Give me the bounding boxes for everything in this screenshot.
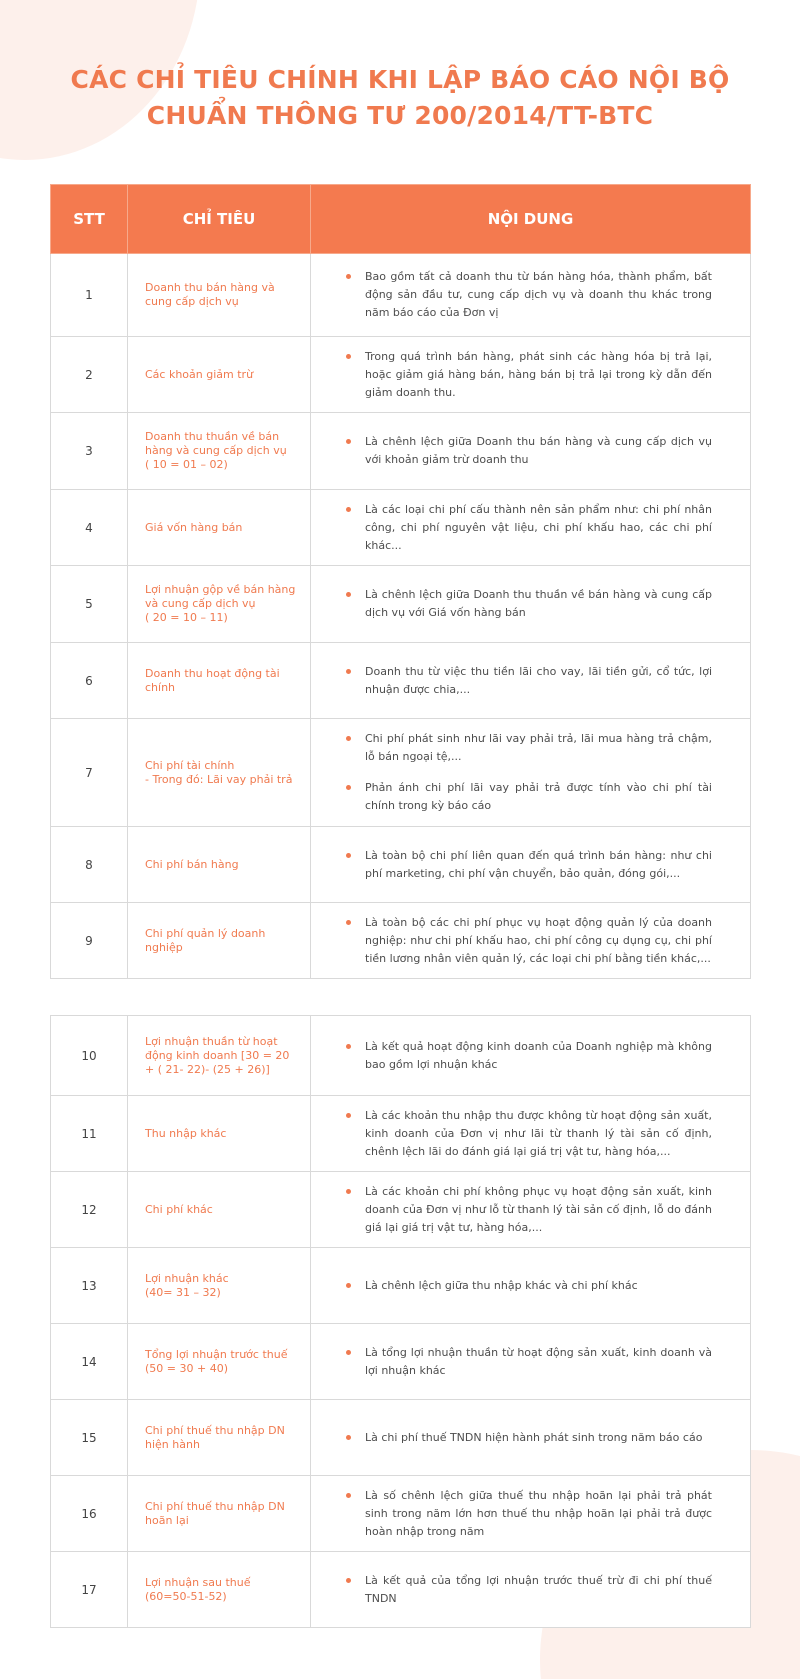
content-bullet-list [346, 501, 712, 555]
table-row [51, 490, 751, 566]
content-bullet-list [346, 1487, 712, 1541]
row-number: 8 [51, 827, 128, 903]
row-content [311, 413, 751, 490]
row-indicator: Chi phí quản lý doanh nghiệp [128, 903, 311, 979]
row-content [311, 827, 751, 903]
content-bullet: Là chênh lệch giữa thu nhập khác và chi phí khác [346, 1277, 712, 1295]
row-number: 15 [51, 1400, 128, 1476]
row-content [311, 719, 751, 827]
row-content [311, 643, 751, 719]
table-header-row [51, 185, 751, 254]
row-content [311, 1096, 751, 1172]
row-number: 14 [51, 1324, 128, 1400]
table-row [51, 643, 751, 719]
table-row [51, 1476, 751, 1552]
title-line-2: CHUẨN THÔNG TƯ 200/2014/TT-BTC [146, 101, 654, 130]
row-content [311, 254, 751, 337]
row-number: 5 [51, 566, 128, 643]
content-bullet: Chi phí phát sinh như lãi vay phải trả, lãi mua hàng trả chậm, lỗ bán ngoại tệ,... [346, 730, 712, 766]
table-row [51, 337, 751, 413]
row-number: 10 [51, 1016, 128, 1096]
row-content [311, 1172, 751, 1248]
table-row [51, 1172, 751, 1248]
row-content [311, 1248, 751, 1324]
content-bullet-list [346, 1183, 712, 1237]
table-row [51, 1248, 751, 1324]
content-bullet-list [346, 1429, 712, 1447]
content-bullet-list [346, 268, 712, 322]
row-number: 4 [51, 490, 128, 566]
content-bullet: Là kết quả của tổng lợi nhuận trước thuế trừ đi chi phí thuế TNDN [346, 1572, 712, 1608]
row-number: 9 [51, 903, 128, 979]
content-bullet: Là chi phí thuế TNDN hiện hành phát sinh trong năm báo cáo [346, 1429, 712, 1447]
row-indicator: Doanh thu thuần về bán hàng và cung cấp dịch vụ ( 10 = 01 – 02) [128, 413, 311, 490]
row-number: 2 [51, 337, 128, 413]
content-bullet: Bao gồm tất cả doanh thu từ bán hàng hóa, thành phẩm, bất động sản đầu tư, cung cấp dịch vụ và doanh thu khác trong năm báo cáo của Đơn vị [346, 268, 712, 322]
row-content [311, 1016, 751, 1096]
row-content [311, 490, 751, 566]
content-bullet-list [346, 1572, 712, 1608]
row-number: 16 [51, 1476, 128, 1552]
content-bullet: Là số chênh lệch giữa thuế thu nhập hoãn lại phải trả phát sinh trong năm lớn hơn thuế thu nhập hoãn lại phải trả được hoàn nhập trong năm [346, 1487, 712, 1541]
row-indicator: Chi phí khác [128, 1172, 311, 1248]
content-bullet-list [346, 1107, 712, 1161]
row-number: 1 [51, 254, 128, 337]
row-number: 7 [51, 719, 128, 827]
content-bullet: Phản ánh chi phí lãi vay phải trả được tính vào chi phí tài chính trong kỳ báo cáo [346, 779, 712, 815]
table-row [51, 719, 751, 827]
content-bullet-list [346, 348, 712, 402]
content-bullet: Là kết quả hoạt động kinh doanh của Doanh nghiệp mà không bao gồm lợi nhuận khác [346, 1038, 712, 1074]
row-indicator: Lợi nhuận gộp về bán hàng và cung cấp dịch vụ ( 20 = 10 – 11) [128, 566, 311, 643]
content-bullet-list [346, 914, 712, 968]
row-indicator: Chi phí thuế thu nhập DN hoãn lại [128, 1476, 311, 1552]
content-bullet-list [346, 586, 712, 622]
row-indicator: Lợi nhuận thuần từ hoạt động kinh doanh [30 = 20 + ( 21- 22)- (25 + 26)] [128, 1016, 311, 1096]
row-content [311, 337, 751, 413]
row-indicator: Chi phí tài chính - Trong đó: Lãi vay phải trả [128, 719, 311, 827]
table-row [51, 1400, 751, 1476]
row-indicator: Tổng lợi nhuận trước thuế (50 = 30 + 40) [128, 1324, 311, 1400]
content-bullet: Doanh thu từ việc thu tiền lãi cho vay, lãi tiền gửi, cổ tức, lợi nhuận được chia,... [346, 663, 712, 699]
header-content: NỘI DUNG [311, 185, 751, 254]
table-row [51, 1552, 751, 1628]
row-indicator: Lợi nhuận khác (40= 31 – 32) [128, 1248, 311, 1324]
content-bullet: Là toàn bộ các chi phí phục vụ hoạt động quản lý của doanh nghiệp: như chi phí khấu hao, chi phí công cụ dụng cụ, chi phí tiền lương nhân viên quản lý, các loại chi phí bằng tiền khác,... [346, 914, 712, 968]
indicators-table-part-2 [50, 1015, 751, 1628]
content-bullet: Là các khoản thu nhập thu được không từ hoạt động sản xuất, kinh doanh của Đơn vị như lãi từ thanh lý tài sản cố định, chênh lệch lãi do đánh giá lại giá trị vật tư, hàng hóa,... [346, 1107, 712, 1161]
title-line-1: CÁC CHỈ TIÊU CHÍNH KHI LẬP BÁO CÁO NỘI BỘ [70, 65, 730, 94]
row-content [311, 1400, 751, 1476]
row-number: 17 [51, 1552, 128, 1628]
row-indicator: Lợi nhuận sau thuế (60=50-51-52) [128, 1552, 311, 1628]
content-bullet: Là chênh lệch giữa Doanh thu thuần về bán hàng và cung cấp dịch vụ với Giá vốn hàng bán [346, 586, 712, 622]
row-content [311, 566, 751, 643]
row-indicator: Doanh thu bán hàng và cung cấp dịch vụ [128, 254, 311, 337]
row-content [311, 903, 751, 979]
content-bullet: Là chênh lệch giữa Doanh thu bán hàng và cung cấp dịch vụ với khoản giảm trừ doanh thu [346, 433, 712, 469]
row-indicator: Các khoản giảm trừ [128, 337, 311, 413]
indicators-table-part-1 [50, 184, 751, 979]
content-bullet: Là toàn bộ chi phí liên quan đến quá trình bán hàng: như chi phí marketing, chi phí vận chuyển, bảo quản, đóng gói,... [346, 847, 712, 883]
content-bullet: Trong quá trình bán hàng, phát sinh các hàng hóa bị trả lại, hoặc giảm giá hàng bán, hàng bán bị trả lại trong kỳ dẫn đến giảm doanh thu. [346, 348, 712, 402]
content-bullet-list [346, 847, 712, 883]
row-content [311, 1324, 751, 1400]
row-number: 11 [51, 1096, 128, 1172]
content-bullet: Là tổng lợi nhuận thuần từ hoạt động sản xuất, kinh doanh và lợi nhuận khác [346, 1344, 712, 1380]
row-number: 12 [51, 1172, 128, 1248]
row-content [311, 1476, 751, 1552]
row-number: 6 [51, 643, 128, 719]
content-bullet-list [346, 1344, 712, 1380]
table-row [51, 566, 751, 643]
header-indicator: CHỈ TIÊU [128, 185, 311, 254]
content-bullet: Là các loại chi phí cấu thành nên sản phẩm như: chi phí nhân công, chi phí nguyên vật liệu, chi phí khấu hao, các chi phí khác... [346, 501, 712, 555]
row-indicator: Giá vốn hàng bán [128, 490, 311, 566]
page-title [0, 62, 800, 134]
row-indicator: Doanh thu hoạt động tài chính [128, 643, 311, 719]
row-number: 3 [51, 413, 128, 490]
row-indicator: Thu nhập khác [128, 1096, 311, 1172]
row-indicator: Chi phí thuế thu nhập DN hiện hành [128, 1400, 311, 1476]
row-number: 13 [51, 1248, 128, 1324]
header-stt: STT [51, 185, 128, 254]
row-indicator: Chi phí bán hàng [128, 827, 311, 903]
table-row [51, 1324, 751, 1400]
row-content [311, 1552, 751, 1628]
content-bullet-list [346, 663, 712, 699]
table-row [51, 827, 751, 903]
table-row [51, 903, 751, 979]
content-bullet-list [346, 1038, 712, 1074]
content-bullet-list [346, 730, 712, 815]
content-bullet-list [346, 433, 712, 469]
table-row [51, 1016, 751, 1096]
table-row [51, 254, 751, 337]
table-row [51, 413, 751, 490]
content-bullet-list [346, 1277, 712, 1295]
table-row [51, 1096, 751, 1172]
content-bullet: Là các khoản chi phí không phục vụ hoạt động sản xuất, kinh doanh của Đơn vị như lỗ từ thanh lý tài sản cố định, lỗ do đánh giá lại giá trị vật tư, hàng hóa,... [346, 1183, 712, 1237]
